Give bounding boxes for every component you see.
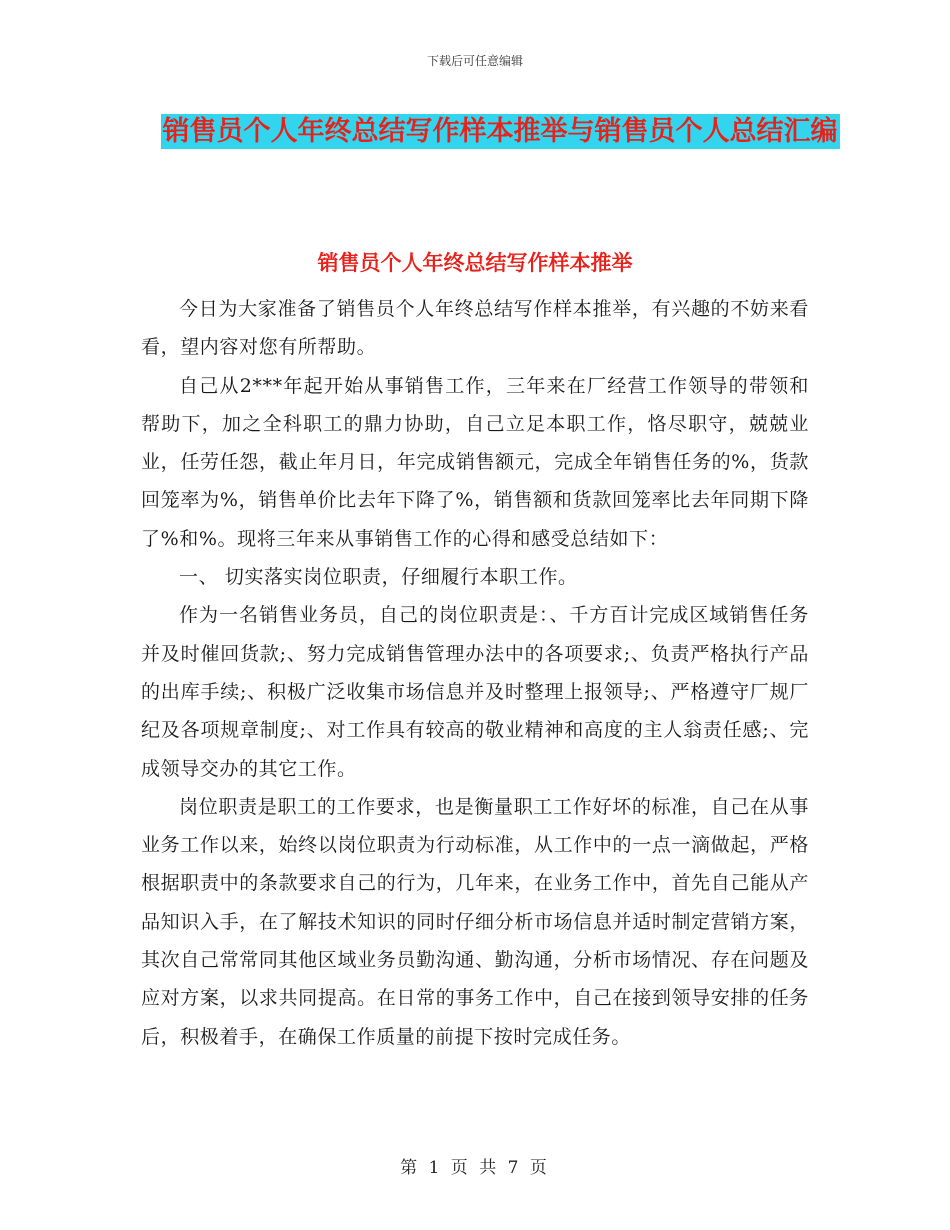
paragraph-standards: 岗位职责是职工的工作要求，也是衡量职工工作好坏的标准，自己在从事业务工作以来，始终以岗位职责为行动标准，从工作中的一点一滴做起，严格根据职责中的条款要求自己的行为，几年来，在业务工作中，首先自己能从产品知识入手，在了解技术知识的同时仔细分析市场信息并适时制定营销方案，其次自己常常同其他区域业务员勤沟通、勤沟通，分析市场情况、存在问题及应对方案，以求共同提高。在日常的事务工作中，自己在接到领导安排的任务后，积极着手，在确保工作质量的前提下按时完成任务。 — [141, 795, 809, 1048]
header-note: 下载后可任意编辑 — [426, 54, 523, 68]
main-title-highlight: 销售员个人年终总结写作样本推举与销售员个人总结汇编 — [162, 116, 838, 147]
document-main-title — [140, 110, 860, 154]
document-body — [141, 290, 809, 1056]
paragraph-duties: 作为一名销售业务员，自己的岗位职责是：、千方百计完成区域销售任务并及时催回货款;、努力完成销售管理办法中的各项要求;、负责严格执行产品的出库手续;、积极广泛收集市场信息并及时整理上报领导;、严格遵守厂规厂纪及各项规章制度;、对工作具有较高的敬业精神和高度的主人翁责任感;、完成领导交办的其它工作。 — [141, 604, 809, 780]
document-sub-title: 销售员个人年终总结写作样本推举 — [317, 251, 633, 275]
paragraph-overview: 自己从2***年起开始从事销售工作，三年来在厂经营工作领导的带领和帮助下，加之全科职工的鼎力协助，自己立足本职工作，恪尽职守，兢兢业业，任劳任怨，截止年月日，年完成销售额元，完成全年销售任务的%，货款回笼率为%，销售单价比去年下降了%，销售额和货款回笼率比去年同期下降了%和%。现将三年来从事销售工作的心得和感受总结如下： — [141, 374, 809, 550]
page-number: 第 1 页 共 7 页 — [400, 1158, 550, 1178]
section-heading-1: 一、 切实落实岗位职责，仔细履行本职工作。 — [179, 566, 578, 589]
paragraph-intro: 今日为大家准备了销售员个人年终总结写作样本推举，有兴趣的不妨来看看，望内容对您有所帮助。 — [141, 298, 809, 359]
